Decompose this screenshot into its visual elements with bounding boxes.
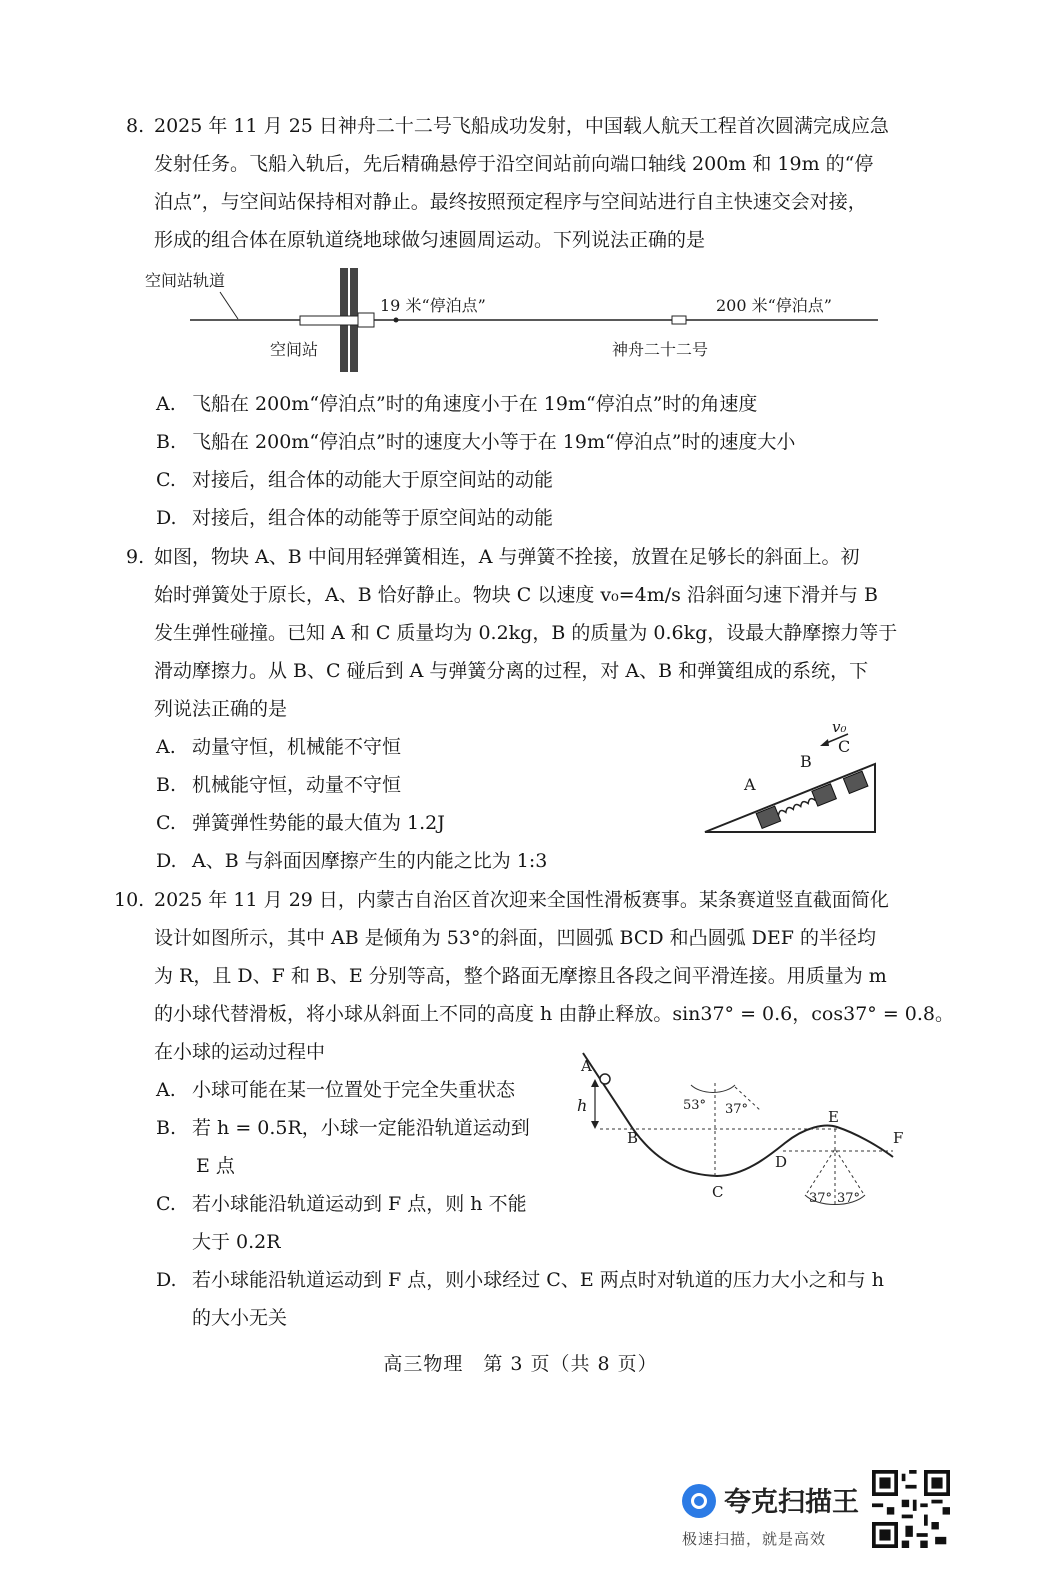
question-text-line: 始时弹簧处于原长，A、B 恰好静止。物块 C 以速度 v₀=4m/s 沿斜面匀速下滑并与 B (154, 584, 878, 606)
angle-53-label: 53° (683, 1098, 707, 1113)
question-text-line: 的小球代替滑板，将小球从斜面上不同的高度 h 由静止释放。sin37° = 0.6，cos37° = 0.8。 (154, 1003, 954, 1025)
question-8-options (126, 385, 916, 537)
point-c-label: C (712, 1183, 724, 1201)
incline-blocks-figure (700, 712, 885, 837)
point-f-label: F (893, 1129, 904, 1147)
qr-code-icon (872, 1470, 950, 1548)
question-text-line: 发生弹性碰撞。已知 A 和 C 质量均为 0.2kg，B 的质量为 0.6kg，设最大静摩擦力等于 (154, 622, 898, 644)
scanner-watermark (676, 1476, 876, 1556)
option-b-continuation: E 点 (196, 1155, 235, 1177)
point-b-label: B (627, 1129, 639, 1147)
question-number: 9. (126, 546, 145, 568)
option-a[interactable]: A. 小球可能在某一位置处于完全失重状态 (156, 1079, 516, 1101)
ball-icon (600, 1074, 610, 1084)
question-text-line: 在小球的运动过程中 (154, 1041, 326, 1063)
option-d-continuation: 的大小无关 (192, 1307, 288, 1329)
option-b[interactable]: B. 飞船在 200m“停泊点”时的速度大小等于在 19m“停泊点”时的速度大小 (156, 431, 796, 453)
option-c[interactable]: C. 对接后，组合体的动能大于原空间站的动能 (156, 469, 554, 491)
height-arrow-head-up (591, 1079, 599, 1087)
option-d[interactable]: D. A、B 与斜面因摩擦产生的内能之比为 1:3 (156, 850, 548, 872)
space-station-figure (140, 262, 890, 380)
question-9 (126, 538, 916, 728)
point-a-label: A (581, 1057, 592, 1075)
question-10 (114, 881, 954, 1071)
option-c[interactable]: C. 弹簧弹性势能的最大值为 1.2J (156, 812, 445, 834)
option-b[interactable]: B. 机械能守恒，动量不守恒 (156, 774, 402, 796)
question-text-line: 设计如图所示，其中 AB 是倾角为 53°的斜面，凹圆弧 BCD 和凸圆弧 DEF 的半径均 (154, 927, 877, 949)
question-text-line: 泊点”，与空间站保持相对静止。最终按照预定程序与空间站进行自主快速交会对接， (154, 191, 867, 213)
shenzhou-ship-icon (672, 316, 686, 324)
option-d[interactable]: D. 对接后，组合体的动能等于原空间站的动能 (156, 507, 554, 529)
angle-37-right-label: 37° (837, 1191, 861, 1206)
option-d[interactable]: D. 若小球能沿轨道运动到 F 点，则小球经过 C、E 两点时对轨道的压力大小之和与 h (156, 1269, 885, 1291)
question-text-line: 如图，物块 A、B 中间用轻弹簧相连，A 与弹簧不拴接，放置在足够长的斜面上。初 (154, 546, 860, 568)
label-v0: v₀ (832, 718, 847, 736)
option-b[interactable]: B. 若 h = 0.5R，小球一定能沿轨道运动到 (156, 1117, 530, 1139)
option-c-continuation: 大于 0.2R (192, 1231, 281, 1253)
question-text-line: 形成的组合体在原轨道绕地球做匀速圆周运动。下列说法正确的是 (154, 229, 706, 251)
question-text-line: 2025 年 11 月 29 日，内蒙古自治区首次迎来全国性滑板赛事。某条赛道竖直截面简化 (154, 889, 889, 911)
station-label: 空间站 (270, 340, 319, 359)
velocity-arrow-head (820, 739, 829, 746)
option-a[interactable]: A. 飞船在 200m“停泊点”时的角速度小于在 19m“停泊点”时的角速度 (156, 393, 758, 415)
label-c: C (838, 737, 851, 756)
brand-name: 夸克扫描王 (724, 1487, 859, 1518)
page-footer: 高三物理 第 3 页（共 8 页） (383, 1353, 658, 1375)
option-a[interactable]: A. 动量守恒，机械能不守恒 (156, 736, 402, 758)
berth-point-19m (394, 318, 399, 323)
angle-37-left-label: 37° (809, 1191, 833, 1206)
quark-logo-icon (682, 1484, 716, 1518)
height-arrow-head-down (591, 1121, 599, 1129)
option-c[interactable]: C. 若小球能沿轨道运动到 F 点，则 h 不能 (156, 1193, 527, 1215)
berth-19m-label: 19 米“停泊点” (380, 296, 486, 315)
point-e-label: E (828, 1108, 839, 1126)
label-b: B (800, 752, 812, 771)
question-number: 8. (126, 115, 145, 137)
ship-label: 神舟二十二号 (612, 340, 709, 359)
height-label: h (577, 1096, 588, 1115)
question-text-line: 为 R，且 D、F 和 B、E 分别等高，整个路面无摩擦且各段之间平滑连接。用质量为 m (154, 965, 887, 987)
orbit-pointer (220, 292, 238, 319)
berth-200m-label: 200 米“停泊点” (716, 296, 832, 315)
skate-track-figure (565, 1045, 910, 1230)
orbit-label: 空间站轨道 (145, 271, 226, 290)
brand-slogan: 极速扫描，就是高效 (682, 1530, 827, 1548)
question-text-line: 滑动摩擦力。从 B、C 碰后到 A 与弹簧分离的过程，对 A、B 和弹簧组成的系统，下 (154, 660, 869, 682)
angle-arc-top (691, 1085, 735, 1092)
question-text-line: 2025 年 11 月 25 日神舟二十二号飞船成功发射，中国载人航天工程首次圆满完成应急 (154, 115, 889, 137)
incline-plane (705, 764, 875, 832)
point-d-label: D (775, 1153, 788, 1171)
question-number: 10. (114, 889, 145, 911)
radius-line-f (835, 1149, 863, 1193)
question-text-line: 列说法正确的是 (154, 698, 288, 720)
question-text-line: 发射任务。飞船入轨后，先后精确悬停于沿空间站前向端口轴线 200m 和 19m 的“停 (154, 153, 874, 175)
question-8 (126, 107, 916, 259)
label-a: A (744, 775, 756, 794)
angle-37-top-label: 37° (725, 1102, 749, 1117)
radius-line-d (807, 1149, 835, 1193)
